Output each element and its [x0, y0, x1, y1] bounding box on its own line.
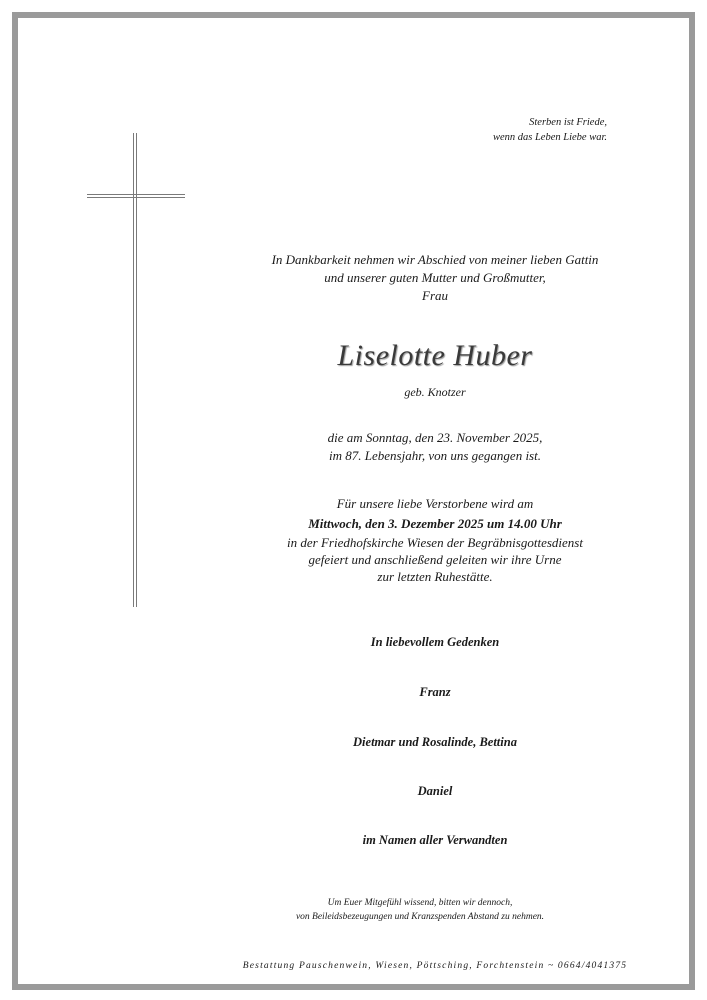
intro-line-1: In Dankbarkeit nehmen wir Abschied von meiner lieben Gattin — [271, 252, 599, 267]
funeral-line-4: zur letzten Ruhestätte. — [377, 569, 493, 584]
motto-line-2: wenn das Leben Liebe war. — [492, 132, 607, 143]
maiden-name: geb. Knotzer — [404, 385, 466, 399]
death-info-line-2: im 87. Lebensjahr, von uns gegangen ist. — [329, 448, 541, 463]
condolence-line-2: von Beileidsbezeugungen und Kranzspenden Abstand zu nehmen. — [295, 912, 545, 922]
condolence-note — [200, 896, 640, 924]
motto-line-1: Sterben ist Friede, — [529, 117, 607, 128]
intro-line-2: und unserer guten Mutter und Großmutter, — [324, 270, 546, 285]
death-info — [255, 429, 615, 465]
footer-undertaker: Bestattung Pauschenwein, Wiesen, Pöttsching, Forchtenstein ~ 0664/4041375 — [242, 961, 628, 971]
mourner-name: Dietmar und Rosalinde, Bettina — [353, 735, 517, 749]
mourner-name: Daniel — [417, 784, 453, 798]
mourners-heading: In liebevollem Gedenken — [370, 635, 500, 649]
funeral-info — [255, 495, 615, 585]
death-info-line-1: die am Sonntag, den 23. November 2025, — [327, 430, 543, 445]
funeral-line-1: Für unsere liebe Verstorbene wird am — [336, 496, 534, 511]
funeral-line-3: gefeiert und anschließend geleiten wir ihre Urne — [308, 552, 562, 567]
cross-icon — [133, 133, 137, 607]
condolence-line-1: Um Euer Mitgefühl wissend, bitten wir dennoch, — [327, 898, 513, 908]
cross-bar — [87, 194, 185, 198]
deceased-name: Liselotte Huber — [337, 339, 533, 372]
mourner-name: Franz — [419, 685, 451, 699]
funeral-line-2: in der Friedhofskirche Wiesen der Begräbnisgottesdienst — [287, 535, 583, 550]
funeral-date: Mittwoch, den 3. Dezember 2025 um 14.00 Uhr — [308, 516, 562, 531]
intro-text — [255, 251, 615, 305]
intro-line-3: Frau — [422, 288, 448, 303]
motto — [493, 115, 607, 145]
mourner-name: im Namen aller Verwandten — [362, 833, 508, 847]
